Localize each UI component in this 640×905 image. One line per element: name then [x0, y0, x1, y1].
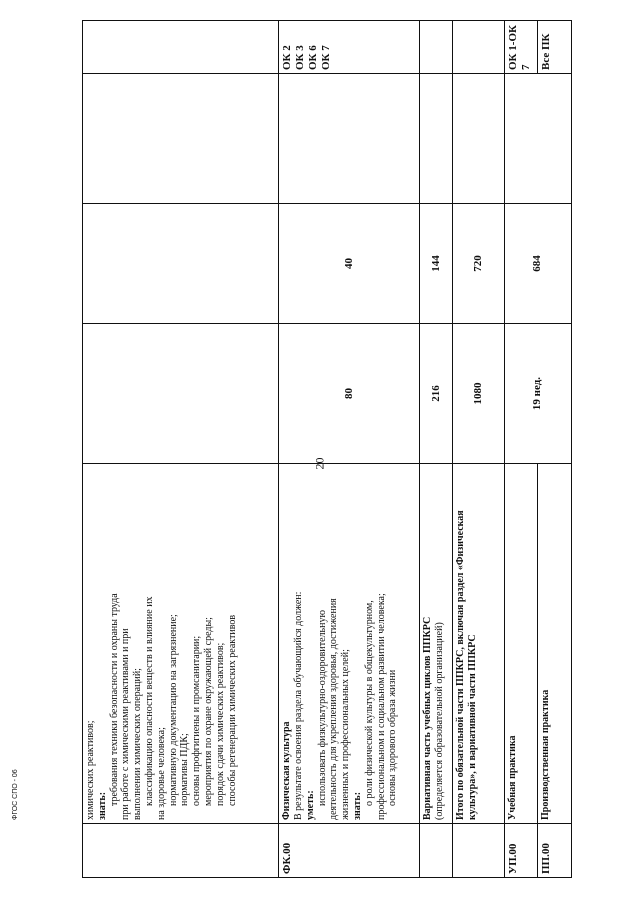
disciplines-cell [83, 74, 279, 204]
row-title: Физическая культура [281, 721, 293, 820]
code-cell [83, 824, 279, 878]
disciplines-cell [420, 74, 453, 204]
row-title: Производственная практика [538, 464, 572, 824]
code-cell [420, 824, 453, 878]
text-line: химических реактивов; [85, 720, 96, 820]
text-line: способы регенерации химических реактивов [226, 614, 238, 806]
req-hours: 144 [420, 204, 453, 324]
curriculum-table-rotated [82, 21, 572, 878]
row-code: ФК.00 [279, 824, 420, 878]
variative-description [420, 464, 453, 824]
competency: ОК 7 [320, 45, 333, 70]
total-description: Итого по обязательной части ППКРС, включая раздел «Физическая культура», и вариативной части ППКРС [452, 464, 504, 824]
text-line: знать: [96, 791, 108, 820]
text-line: выполнении химических операций; [132, 668, 144, 820]
text-line: использовать физкультурно-оздоровительную [316, 610, 328, 806]
req-hours: 40 [279, 204, 420, 324]
req-hours-cell [83, 204, 279, 324]
text-line: классификацию опасности веществ и влияние их [143, 596, 155, 806]
competencies-cell [420, 21, 453, 74]
disciplines-cell [279, 74, 420, 204]
practice-hours: 684 [504, 204, 571, 324]
row-code: ПП.00 [538, 824, 572, 878]
text-line: знать: [352, 791, 364, 820]
competency: ОК 3 [294, 45, 307, 70]
row-title: Вариативная часть учебных циклов ППКРС [422, 616, 434, 820]
table-row [420, 21, 453, 878]
competency: ОК 6 [307, 45, 320, 70]
max-hours: 216 [420, 324, 453, 464]
disciplines-cell [504, 74, 571, 204]
footer-label: ФГОС СПО - 06 [12, 769, 19, 820]
row-code: УП.00 [504, 824, 538, 878]
req-hours: 720 [452, 204, 504, 324]
max-hours: 80 [279, 324, 420, 464]
table-row [83, 21, 279, 878]
row-subtitle: (определяется образовательной организацией) [434, 622, 446, 820]
text-line: жизненных и профессиональных целей; [340, 649, 352, 820]
continuation-text [83, 464, 279, 824]
text-line: основы здорового образа жизни [387, 669, 399, 806]
text-line: при работе с химическими реактивами и при [120, 628, 132, 820]
text-line: нормативы ПДК; [179, 733, 191, 806]
disciplines-cell [452, 74, 504, 204]
text-line: о роли физической культуры в общекультурном, [363, 600, 375, 806]
table-row [279, 21, 420, 878]
fk-description [279, 464, 420, 824]
curriculum-table [82, 20, 572, 878]
table-row [504, 21, 538, 878]
text-line: мероприятия по охране окружающей среды; [202, 617, 214, 806]
weeks: 19 нед. [504, 324, 571, 464]
text-line: порядок сдачи химических реактивов; [214, 642, 226, 806]
text-line: основы профгигиены и промсанитарии; [191, 635, 203, 806]
max-hours-cell [83, 324, 279, 464]
text-line: нормативную документацию на загрязнение; [167, 614, 179, 806]
competency: ОК 2 [281, 45, 294, 70]
code-cell [452, 824, 504, 878]
text-line: профессиональном и социальном развитии человека; [375, 593, 387, 820]
max-hours: 1080 [452, 324, 504, 464]
text-line: деятельность для укрепления здоровья, достижения [328, 598, 340, 820]
competencies: ОК 1-ОК 7 [504, 21, 538, 74]
competencies [279, 21, 420, 74]
table-row [452, 21, 504, 878]
competencies: Все ПК [538, 21, 572, 74]
row-title: Учебная практика [504, 464, 538, 824]
text-line: уметь: [304, 790, 316, 820]
text-line: В результате освоения раздела обучающийся должен: [293, 591, 305, 820]
page-number: 20 [312, 457, 327, 470]
competencies-cell [83, 21, 279, 74]
text-line: требования техники безопасности и охраны труда [108, 593, 120, 806]
text-line: на здоровье человека; [155, 727, 167, 820]
competencies-cell [452, 21, 504, 74]
